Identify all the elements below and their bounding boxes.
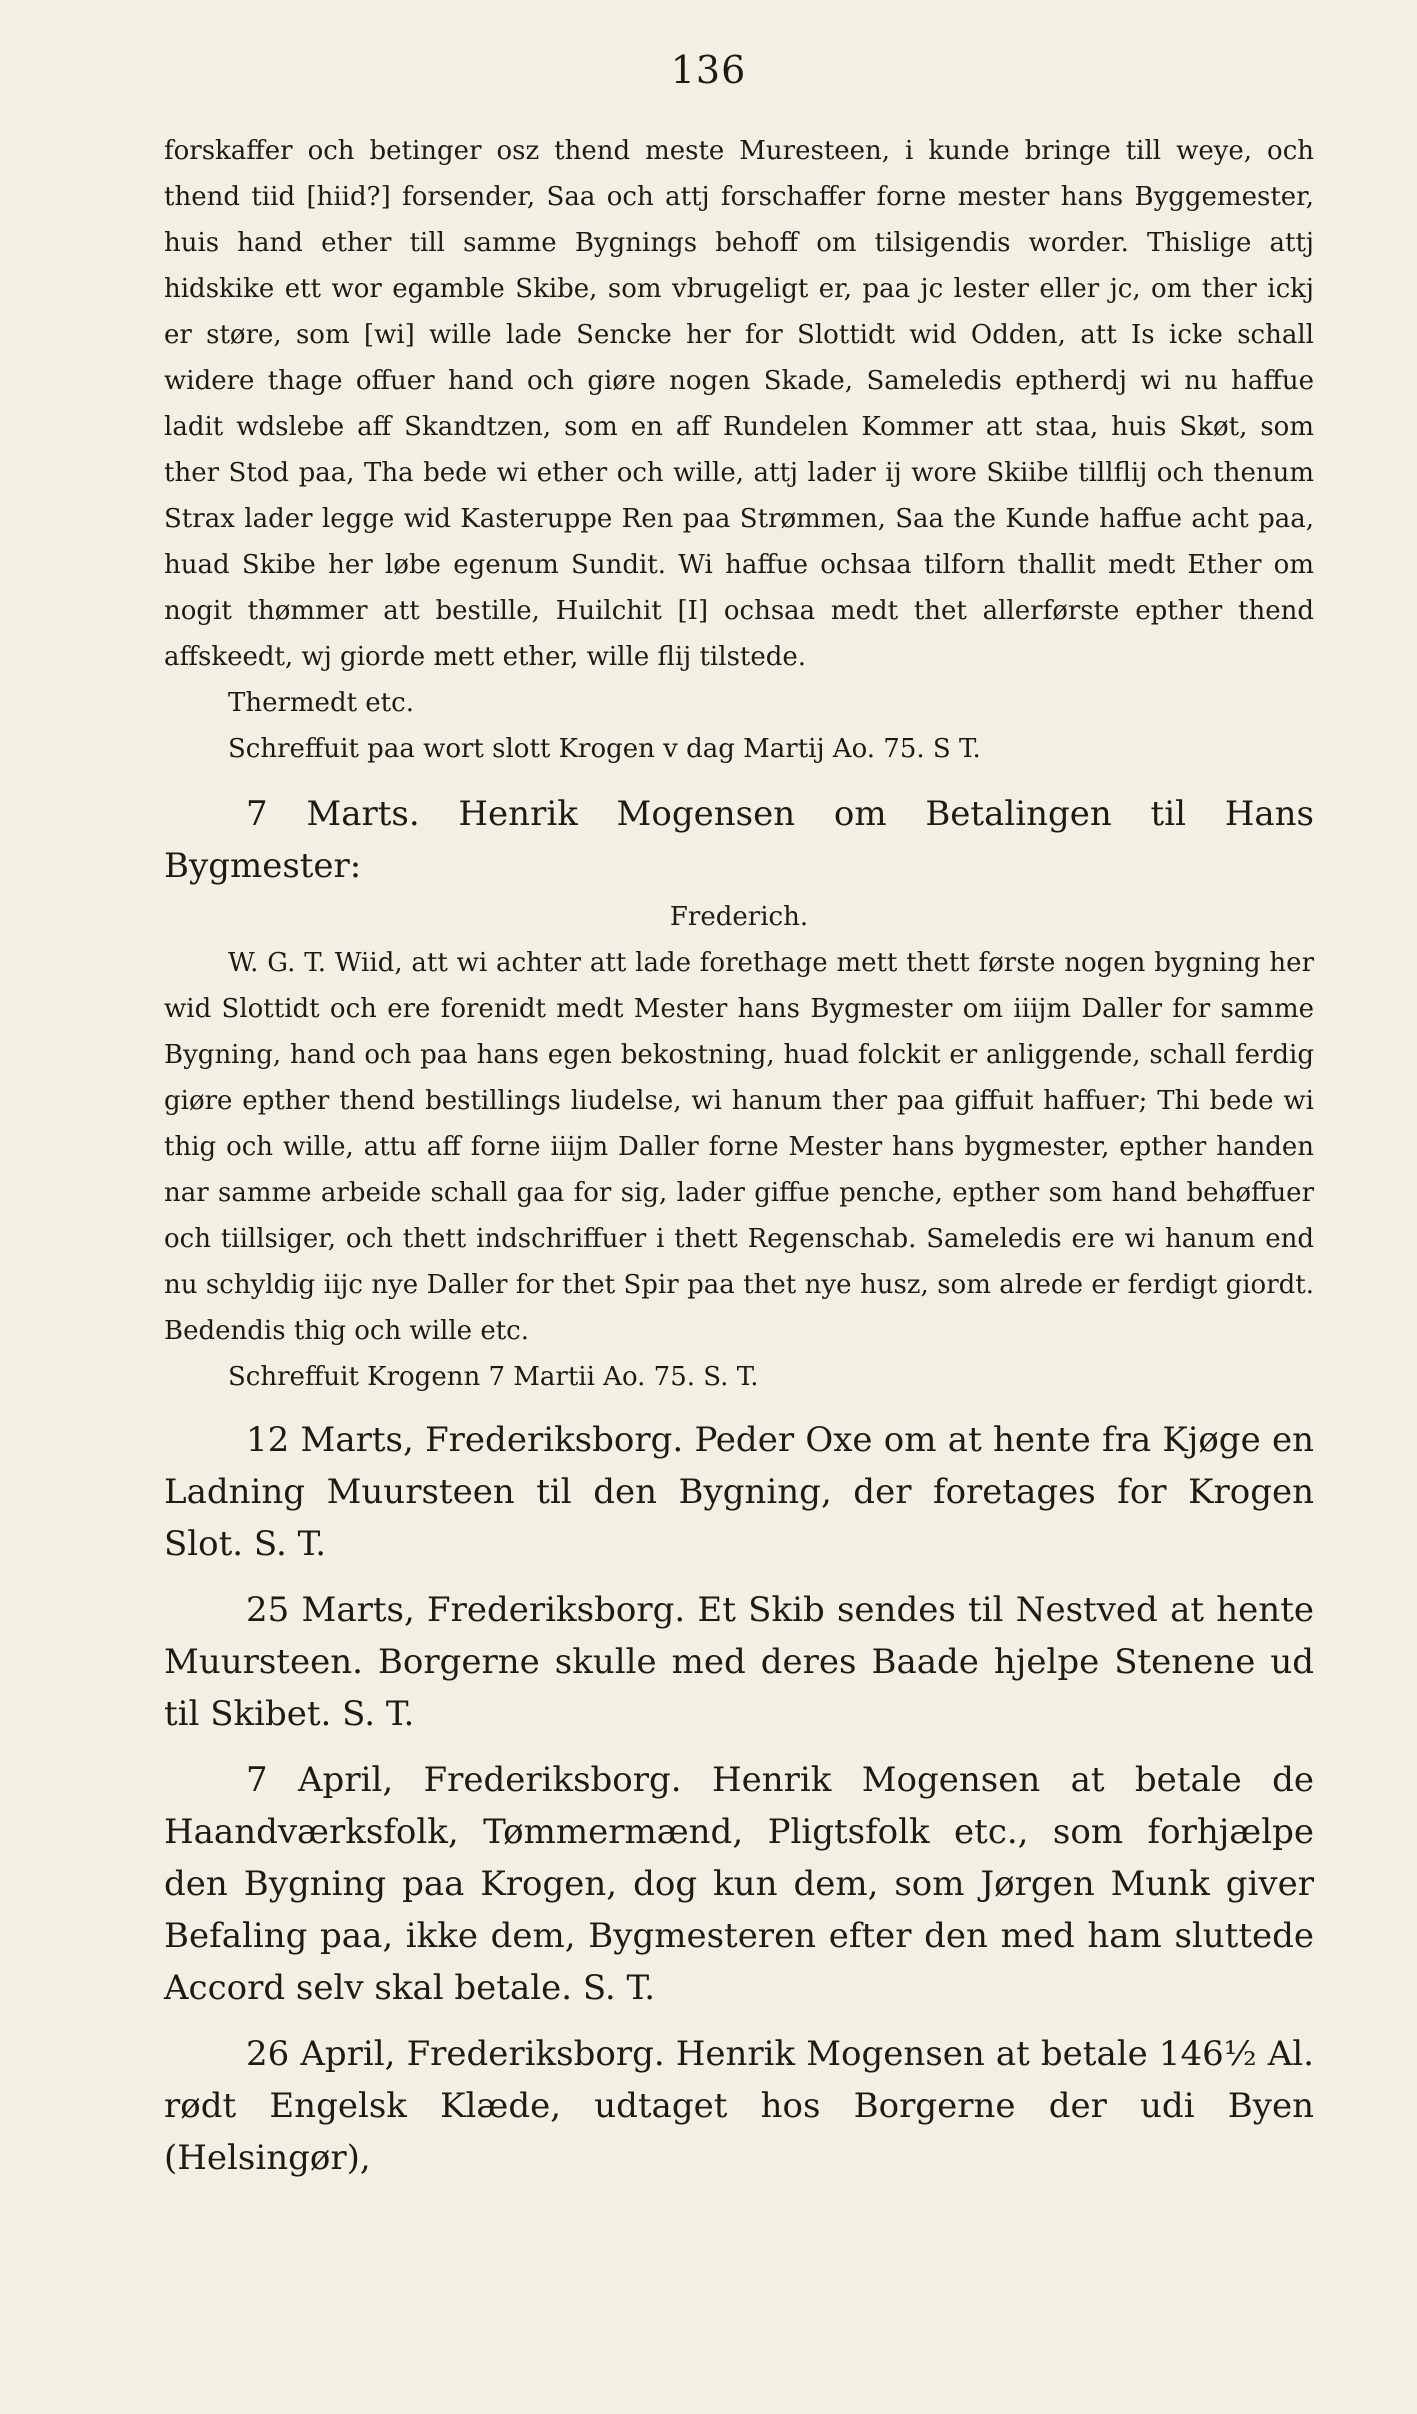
page-content [164,128,1314,2184]
entry-paragraph: 25 Marts, Frederiksborg. Et Skib sendes til Nestved at hente Muursteen. Borgerne skulle med deres Baade hjelpe Stenene ud til Skibet. S. T. [164,1590,1314,1734]
letter-body: forskaffer och betinger osz thend meste Muresteen, i kunde bringe till weye, och thend tiid [hiid?] forsender, Saa och attj forschaffer forne mester hans Byggemester, huis hand ether till samme Bygnings behoff om tilsigendis worder. Thislige attj hidskike ett wor egamble Skibe, som vbrugeligt er, paa jc lester eller jc, om ther ickj er støre, som [wi] wille lade Sencke her for Slottidt wid Odden, att Is icke schall widere thage offuer hand och giøre nogen Skade, Sameledis eptherdj wi nu haffue ladit wdslebe aff Skandtzen, som en aff Rundelen Kommer att staa, huis Skøt, som ther Stod paa, Tha bede wi ether och wille, attj lader ij wore Skiibe tillflij och thenum Strax lader legge wid Kasteruppe Ren paa Strømmen, Saa the Kunde haffue acht paa, huad Skibe her løbe egenum Sundit. Wi haffue ochsaa tilforn thallit medt Ether om nogit thømmer att bestille, Huilchit [I] ochsaa medt thet allerførste epther thend affskeedt, wj giorde mett ether, wille flij tilstede. [164,136,1314,672]
letter-marts-7 [164,894,1314,1400]
entry-heading: 7 Marts. Henrik Mogensen om Betalingen til Hans Bygmester: [164,794,1314,886]
letter-closing: Thermedt etc. [228,688,414,718]
letter-sender: Frederich. [669,902,809,932]
entry-paragraph: 26 April, Frederiksborg. Henrik Mogensen at betale 146½ Al. rødt Engelsk Klæde, udtaget hos Borgerne der udi Byen (Helsingør), [164,2034,1314,2178]
letter-signature: Schreffuit Krogenn 7 Martii Ao. 75. S. T. [228,1362,759,1392]
page-number: 136 [670,48,747,92]
letter-continuation [164,128,1314,772]
letter-signature: Schreffuit paa wort slott Krogen v dag Martij Ao. 75. S T. [228,734,981,764]
letter-body: W. G. T. Wiid, att wi achter att lade forethage mett thett første nogen bygning her wid Slottidt och ere forenidt medt Mester hans Bygmester om iiijm Daller for samme Bygning, hand och paa hans egen bekostning, huad folckit er anliggende, schall ferdig giøre epther thend bestillings liudelse, wi hanum ther paa giffuit haffuer; Thi bede wi thig och wille, attu aff forne iiijm Daller forne Mester hans bygmester, epther handen nar samme arbeide schall gaa for sig, lader giffue penche, epther som hand behøffuer och tiillsiger, och thett indschriffuer i thett Regenschab. Sameledis ere wi hanum end nu schyldig iijc nye Daller for thet Spir paa thet nye husz, som alrede er ferdigt giordt. Bedendis thig och wille etc. [164,948,1314,1346]
entry-paragraph: 12 Marts, Frederiksborg. Peder Oxe om at hente fra Kjøge en Ladning Muursteen til den Bygning, der foretages for Krogen Slot. S. T. [164,1420,1314,1564]
entry-paragraph: 7 April, Frederiksborg. Henrik Mogensen at betale de Haandværksfolk, Tømmermænd, Pligtsfolk etc., som forhjælpe den Bygning paa Krogen, dog kun dem, som Jørgen Munk giver Befaling paa, ikke dem, Bygmesteren efter den med ham sluttede Accord selv skal betale. S. T. [164,1760,1314,2008]
